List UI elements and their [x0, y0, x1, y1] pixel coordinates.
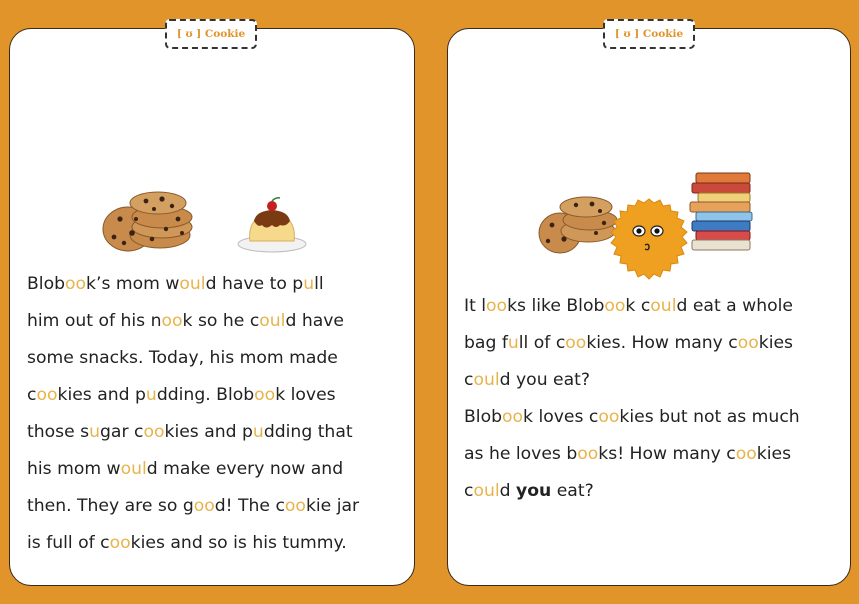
- left-story-text: [27, 266, 359, 562]
- text-segment: k loves c: [523, 407, 599, 427]
- highlighted-letters: oo: [737, 333, 759, 353]
- text-segment: is full of c: [27, 533, 110, 553]
- text-segment: him out of his n: [27, 311, 162, 331]
- text-segment: d have to p: [205, 274, 304, 294]
- text-segment: ks! How many c: [598, 444, 736, 464]
- highlighted-letters: u: [252, 422, 264, 442]
- highlighted-letters: oul: [120, 459, 147, 479]
- right-story-text: [464, 288, 800, 510]
- highlighted-letters: oo: [65, 274, 87, 294]
- text-segment: eat?: [551, 481, 594, 501]
- highlighted-letters: oo: [502, 407, 524, 427]
- text-segment: kies and so is his tummy.: [130, 533, 347, 553]
- highlighted-letters: oul: [650, 296, 677, 316]
- highlighted-letters: oul: [473, 370, 500, 390]
- story-line: [464, 288, 800, 325]
- highlighted-letters: oo: [735, 444, 757, 464]
- text-segment: c: [464, 370, 474, 390]
- story-line: [464, 362, 800, 399]
- story-line: [464, 325, 800, 362]
- highlighted-letters: oo: [284, 496, 306, 516]
- text-segment: kies: [758, 333, 794, 353]
- text-segment: d have: [285, 311, 344, 331]
- text-segment: then. They are so g: [27, 496, 194, 516]
- text-segment: those s: [27, 422, 90, 442]
- text-segment: c: [464, 481, 474, 501]
- right-story-card: [447, 28, 851, 586]
- text-segment: k loves: [275, 385, 336, 405]
- text-segment: d eat a whole: [676, 296, 793, 316]
- story-line: [27, 525, 359, 562]
- text-segment: It l: [464, 296, 487, 316]
- text-segment: ll of c: [518, 333, 566, 353]
- highlighted-letters: oul: [259, 311, 286, 331]
- text-segment: ll: [314, 274, 324, 294]
- highlighted-letters: oo: [161, 311, 183, 331]
- highlighted-letters: oo: [577, 444, 599, 464]
- highlighted-letters: oo: [254, 385, 276, 405]
- highlighted-letters: oo: [486, 296, 508, 316]
- text-segment: dding. Blob: [156, 385, 255, 405]
- text-segment: Blob: [27, 274, 65, 294]
- story-line: [27, 451, 359, 488]
- text-segment: k so he c: [182, 311, 260, 331]
- text-segment: as he loves b: [464, 444, 578, 464]
- text-segment: d! The c: [214, 496, 285, 516]
- highlighted-letters: u: [507, 333, 519, 353]
- highlighted-letters: u: [89, 422, 101, 442]
- left-story-card: [9, 28, 415, 586]
- story-line: [27, 340, 359, 377]
- text-segment: k’s mom w: [86, 274, 180, 294]
- highlighted-letters: oo: [193, 496, 215, 516]
- highlighted-letters: u: [303, 274, 315, 294]
- text-segment: dding that: [263, 422, 353, 442]
- highlighted-letters: oo: [143, 422, 165, 442]
- text-segment: bag f: [464, 333, 508, 353]
- book-stack-picture: [688, 171, 754, 255]
- highlighted-letters: oo: [36, 385, 58, 405]
- text-segment: kie jar: [305, 496, 360, 516]
- text-segment: ks like Blob: [507, 296, 605, 316]
- story-line: [27, 414, 359, 451]
- text-segment: d make every now and: [146, 459, 344, 479]
- text-segment: d you eat?: [499, 370, 591, 390]
- text-segment: k c: [625, 296, 651, 316]
- highlighted-letters: oo: [565, 333, 587, 353]
- bold-word: you: [516, 481, 552, 501]
- text-segment: his mom w: [27, 459, 121, 479]
- cookie-character-picture: [605, 197, 693, 285]
- story-line: [27, 266, 359, 303]
- highlighted-letters: oul: [473, 481, 500, 501]
- text-segment: Blob: [464, 407, 502, 427]
- story-line: [464, 399, 800, 436]
- text-segment: kies: [756, 444, 792, 464]
- text-segment: kies. How many c: [586, 333, 738, 353]
- cookie-stack-picture: [102, 189, 194, 255]
- story-line: [464, 473, 800, 510]
- story-line: [464, 436, 800, 473]
- text-segment: some snacks. Today, his mom made: [27, 348, 338, 368]
- pudding-picture: [236, 197, 308, 253]
- story-line: [27, 303, 359, 340]
- text-segment: c: [27, 385, 37, 405]
- text-segment: kies and p: [57, 385, 146, 405]
- highlighted-letters: oul: [179, 274, 206, 294]
- text-segment: kies but not as much: [619, 407, 800, 427]
- highlighted-letters: u: [145, 385, 157, 405]
- highlighted-letters: oo: [598, 407, 620, 427]
- sound-tag: [ ʊ ] Cookie: [603, 19, 695, 49]
- text-segment: gar c: [100, 422, 144, 442]
- text-segment: d: [499, 481, 517, 501]
- highlighted-letters: oo: [604, 296, 626, 316]
- sound-tag: [ ʊ ] Cookie: [165, 19, 257, 49]
- story-line: [27, 488, 359, 525]
- story-line: [27, 377, 359, 414]
- text-segment: kies and p: [164, 422, 253, 442]
- highlighted-letters: oo: [109, 533, 131, 553]
